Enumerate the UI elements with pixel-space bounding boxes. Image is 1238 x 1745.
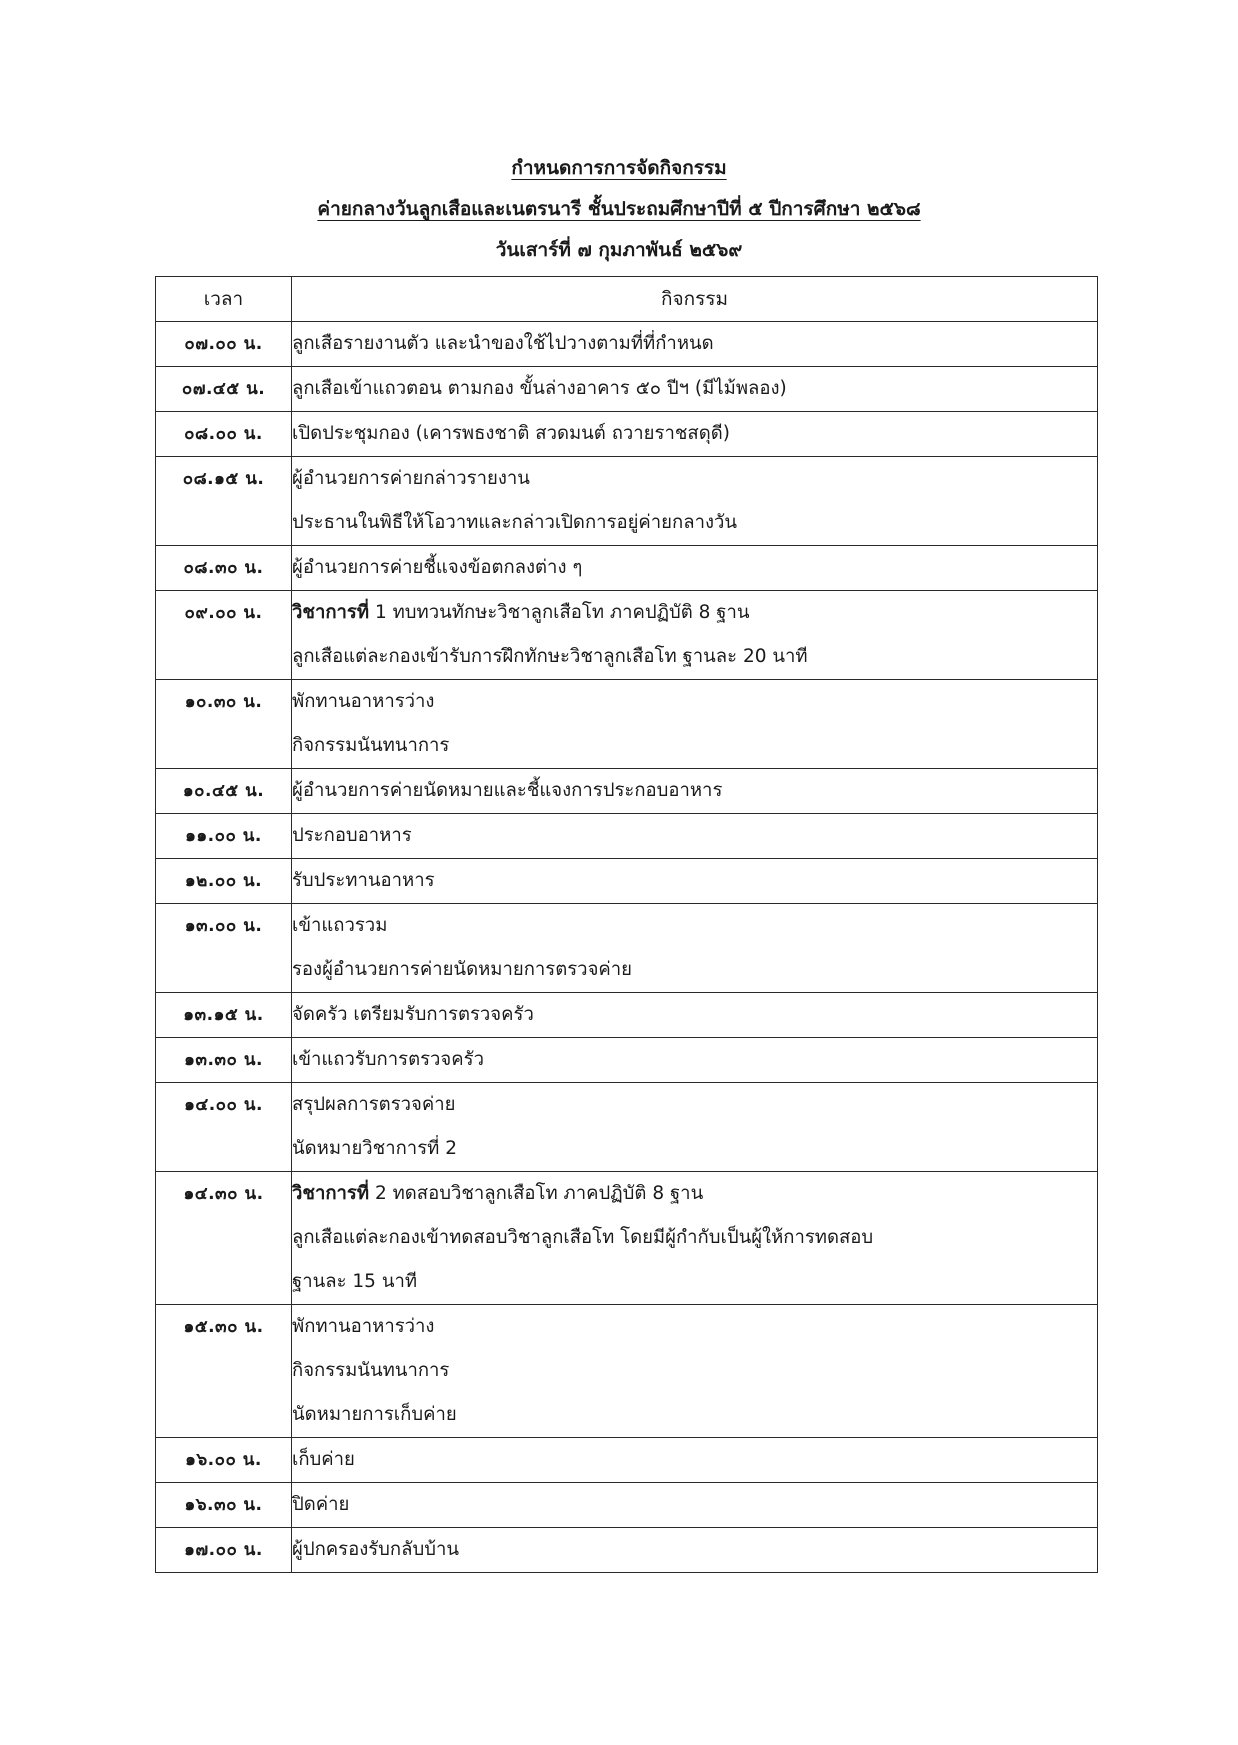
time-cell: ๐๗.๔๕ น. [156,367,292,412]
table-row [156,859,1098,904]
activity-cell [292,1305,1098,1438]
activity-cell [292,1483,1098,1528]
activity-line [292,680,1097,724]
activity-cell [292,769,1098,814]
time-cell: ๑๔.๐๐ น. [156,1083,292,1172]
schedule-table [155,276,1098,1573]
activity-text: พักทานอาหารว่าง [292,691,435,712]
activity-text: สรุปผลการตรวจค่าย [292,1094,456,1115]
activity-text: จัดครัว เตรียมรับการตรวจครัว [292,1004,534,1025]
activity-line [292,591,1097,635]
activity-cell [292,1172,1098,1305]
time-cell: ๐๘.๓๐ น. [156,546,292,591]
activity-text: ปิดค่าย [292,1494,350,1515]
table-row [156,1038,1098,1083]
title-line-1 [0,148,1238,189]
activity-line [292,1483,1097,1527]
table-row [156,322,1098,367]
table-row [156,367,1098,412]
document-subtitle: ค่ายกลางวันลูกเสือและเนตรนารี ชั้นประถมศึกษาปีที่ ๕ ปีการศึกษา ๒๕๖๘ [317,198,921,220]
activity-text: ลูกเสือรายงานตัว และนำของใช้ไปวางตามที่ที่กำหนด [292,333,714,354]
activity-cell [292,1438,1098,1483]
time-cell: ๐๗.๐๐ น. [156,322,292,367]
activity-text: ผู้ปกครองรับกลับบ้าน [292,1539,459,1560]
table-row [156,1305,1098,1438]
activity-text: นัดหมายการเก็บค่าย [292,1404,457,1425]
activity-text: 1 ทบทวนทักษะวิชาลูกเสือโท ภาคปฏิบัติ 8 ฐาน [369,602,750,623]
activity-text: 2 ทดสอบวิชาลูกเสือโท ภาคปฏิบัติ 8 ฐาน [369,1183,704,1204]
activity-text: ผู้อำนวยการค่ายกล่าวรายงาน [292,468,530,489]
activity-line [292,1393,1097,1437]
activity-line [292,948,1097,992]
table-row [156,412,1098,457]
table-row [156,1483,1098,1528]
time-cell: ๑๒.๐๐ น. [156,859,292,904]
time-cell: ๐๙.๐๐ น. [156,591,292,680]
activity-line [292,724,1097,768]
activity-line [292,1172,1097,1216]
activity-line [292,501,1097,545]
title-line-3 [0,230,1238,271]
activity-text: ผู้อำนวยการค่ายชี้แจงข้อตกลงต่าง ๆ [292,557,583,578]
activity-text: นัดหมายวิชาการที่ 2 [292,1138,457,1159]
document-title: กำหนดการการจัดกิจกรรม [511,157,727,179]
column-header-activity: กิจกรรม [292,277,1098,322]
time-cell: ๑๓.๐๐ น. [156,904,292,993]
activity-text: รับประทานอาหาร [292,870,435,891]
activity-text: พักทานอาหารว่าง [292,1316,435,1337]
activity-text: ผู้อำนวยการค่ายนัดหมายและชี้แจงการประกอบอาหาร [292,780,723,801]
time-cell: ๐๘.๑๕ น. [156,457,292,546]
activity-line [292,635,1097,679]
activity-line [292,1305,1097,1349]
time-cell: ๑๖.๐๐ น. [156,1438,292,1483]
activity-text: รองผู้อำนวยการค่ายนัดหมายการตรวจค่าย [292,959,633,980]
document-header [0,148,1238,271]
activity-cell [292,680,1098,769]
activity-line [292,1349,1097,1393]
activity-cell [292,859,1098,904]
activity-cell [292,904,1098,993]
table-row [156,993,1098,1038]
activity-cell [292,412,1098,457]
table-row [156,814,1098,859]
table-row [156,904,1098,993]
activity-line [292,904,1097,948]
activity-line [292,1127,1097,1171]
activity-line [292,322,1097,366]
table-header-row [156,277,1098,322]
document-date: วันเสาร์ที่ ๗ กุมภาพันธ์ ๒๕๖๙ [495,239,743,261]
activity-text: ประกอบอาหาร [292,825,412,846]
table-row [156,680,1098,769]
activity-text: เข้าแถวรับการตรวจครัว [292,1049,484,1070]
schedule-body [156,322,1098,1573]
activity-line [292,457,1097,501]
activity-cell [292,457,1098,546]
table-row [156,769,1098,814]
activity-label-bold: วิชาการที่ [292,602,370,623]
time-cell: ๑๖.๓๐ น. [156,1483,292,1528]
column-header-time: เวลา [156,277,292,322]
activity-line [292,1038,1097,1082]
time-cell: ๑๑.๐๐ น. [156,814,292,859]
time-cell: ๑๓.๓๐ น. [156,1038,292,1083]
table-row [156,1438,1098,1483]
table-row [156,546,1098,591]
activity-line [292,367,1097,411]
activity-text: กิจกรรมนันทนาการ [292,1360,450,1381]
activity-line [292,1260,1097,1304]
activity-line [292,1216,1097,1260]
activity-cell [292,993,1098,1038]
activity-line [292,814,1097,858]
activity-line [292,1528,1097,1572]
activity-cell [292,367,1098,412]
activity-text: เข้าแถวรวม [292,915,388,936]
activity-line [292,412,1097,456]
activity-line [292,546,1097,590]
table-row [156,591,1098,680]
activity-text: ฐานละ 15 นาที [292,1271,418,1292]
activity-text: เก็บค่าย [292,1449,355,1470]
time-cell: ๑๓.๑๕ น. [156,993,292,1038]
activity-line [292,993,1097,1037]
time-cell: ๑๕.๓๐ น. [156,1305,292,1438]
activity-cell [292,546,1098,591]
time-cell: ๑๔.๓๐ น. [156,1172,292,1305]
activity-text: ลูกเสือแต่ละกองเข้ารับการฝึกทักษะวิชาลูกเสือโท ฐานละ 20 นาที [292,646,808,667]
activity-line [292,769,1097,813]
activity-text: กิจกรรมนันทนาการ [292,735,450,756]
activity-cell [292,1528,1098,1573]
time-cell: ๑๗.๐๐ น. [156,1528,292,1573]
activity-cell [292,814,1098,859]
time-cell: ๑๐.๓๐ น. [156,680,292,769]
activity-text: ลูกเสือเข้าแถวตอน ตามกอง ขั้นล่างอาคาร ๕๐ ปีฯ (มีไม้พลอง) [292,378,787,399]
time-cell: ๑๐.๔๕ น. [156,769,292,814]
activity-line [292,1083,1097,1127]
table-row [156,1172,1098,1305]
activity-cell [292,322,1098,367]
activity-label-bold: วิชาการที่ [292,1183,370,1204]
activity-text: ประธานในพิธีให้โอวาทและกล่าวเปิดการอยู่ค่ายกลางวัน [292,512,738,533]
time-cell: ๐๘.๐๐ น. [156,412,292,457]
table-row [156,1528,1098,1573]
activity-cell [292,1038,1098,1083]
activity-cell [292,1083,1098,1172]
activity-text: ลูกเสือแต่ละกองเข้าทดสอบวิชาลูกเสือโท โดยมีผู้กำกับเป็นผู้ให้การทดสอบ [292,1227,874,1248]
table-row [156,457,1098,546]
activity-cell [292,591,1098,680]
activity-text: เปิดประชุมกอง (เคารพธงชาติ สวดมนต์ ถวายราชสดุดี) [292,423,730,444]
activity-line [292,859,1097,903]
table-row [156,1083,1098,1172]
activity-line [292,1438,1097,1482]
title-line-2 [0,189,1238,230]
